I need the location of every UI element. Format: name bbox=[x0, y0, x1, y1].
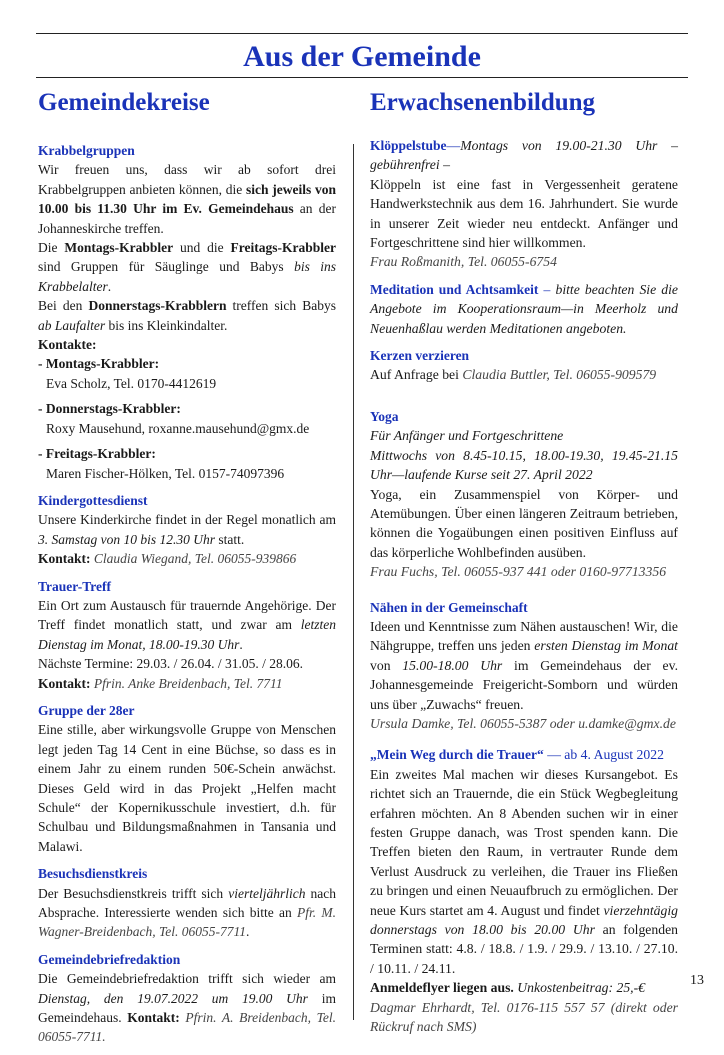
section-title: Krabbelgruppen bbox=[38, 143, 135, 158]
paragraph bbox=[370, 617, 678, 714]
text: nach Absprache. Interessierte wenden sich bitte an bbox=[38, 885, 336, 921]
section-title: Trauer-Treff bbox=[38, 578, 111, 594]
text: Auf Anfrage bei bbox=[370, 367, 463, 383]
section-title: Yoga bbox=[370, 408, 399, 424]
paragraph bbox=[38, 238, 336, 296]
section-kloeppelstube bbox=[370, 136, 678, 272]
text: Wir freuen uns, dass wir ab sofort drei Krabbelgruppen anbieten können, die bbox=[38, 162, 336, 197]
start-date: — ab 4. August 2022 bbox=[543, 747, 664, 763]
text: statt. bbox=[215, 531, 245, 547]
section-title: Kindergottesdienst bbox=[38, 492, 148, 508]
contact-value: Eva Scholz, Tel. 0170-4412619 bbox=[46, 375, 217, 391]
section-gemeindebriefredaktion bbox=[38, 950, 336, 1047]
note: bitte beachten Sie die Angebote im Kooperationsraum—in Meerholz und Neuenhaßlau werden Meditationen angeboten. bbox=[370, 281, 679, 336]
left-column bbox=[38, 84, 336, 1055]
section-title: Gemeindebriefredaktion bbox=[38, 951, 181, 967]
fee: Unkostenbeitrag: 25,-€ bbox=[513, 980, 645, 996]
section-title: Kerzen verzieren bbox=[370, 348, 470, 364]
section-kerzen bbox=[370, 346, 678, 385]
paragraph bbox=[370, 745, 678, 764]
section-gruppe-28er bbox=[38, 701, 336, 856]
text-bold: sich jeweils von 10.00 bis 11.30 Uhr im Ev. Gemeindehaus bbox=[38, 181, 336, 217]
paragraph bbox=[370, 765, 678, 978]
text: bis ins Kleinkindalter. bbox=[105, 317, 228, 333]
text: im Gemeindehaus der ev. Johannesgemeinde Freigericht-Somborn und würden uns über „Zuwachs“ freuen. bbox=[370, 657, 679, 712]
section-krabbelgruppen bbox=[38, 141, 336, 483]
section-title: Nähen in der Gemeinschaft bbox=[370, 599, 528, 615]
dash: – bbox=[538, 281, 556, 297]
text-italic: Dienstag, den 19.07.2022 um 19.00 Uhr bbox=[38, 990, 308, 1006]
text-italic: ersten Dienstag im Monat bbox=[534, 638, 678, 654]
text-italic: letzten Dienstag im Monat, 18.00-19.30 Uhr bbox=[38, 617, 336, 652]
contact: Pfrin. A. Breidenbach, Tel. 06055-7711. bbox=[38, 1010, 336, 1045]
section-yoga bbox=[370, 407, 678, 582]
section-mein-weg bbox=[370, 745, 678, 1036]
paragraph bbox=[370, 136, 678, 175]
paragraph bbox=[38, 510, 336, 549]
contact-line bbox=[38, 549, 336, 568]
text: . bbox=[107, 278, 112, 294]
contact: Pfr. M. Wagner-Breidenbach, Tel. 06055-7711 bbox=[38, 905, 337, 940]
text-bold: Donnerstags-Krabblern bbox=[88, 298, 227, 314]
text: Die Gemeindebriefredaktion trifft sich wieder am bbox=[38, 971, 336, 987]
text: Unsere Kinderkirche findet in der Regel monatlich am bbox=[38, 512, 336, 528]
text: im Gemeindehaus. bbox=[38, 990, 336, 1026]
dates: Nächste Termine: 29.03. / 26.04. / 31.05. / 28.06. bbox=[38, 656, 304, 672]
text-bold: Anmeldeflyer liegen aus. bbox=[370, 980, 514, 996]
text: Ideen und Kenntnisse zum Nähen austauschen! Wir, die Nähgruppe, treffen uns jeden bbox=[370, 618, 678, 654]
top-rule bbox=[36, 33, 688, 34]
text: . bbox=[239, 636, 243, 652]
text: und die bbox=[173, 240, 231, 256]
contact: Claudia Wiegand, Tel. 06055-939866 bbox=[90, 551, 297, 567]
contact-label: Kontakt: bbox=[38, 675, 91, 691]
contact: Frau Roßmanith, Tel. 06055-6754 bbox=[370, 254, 557, 270]
contact: Pfrin. Anke Breidenbach, Tel. 7711 bbox=[90, 675, 283, 691]
text-italic: vierzehntägig donnerstags von 18.00 bis 20.00 Uhr bbox=[370, 902, 678, 938]
column-divider bbox=[353, 144, 354, 1020]
section-meditation bbox=[370, 280, 678, 338]
text: . bbox=[245, 924, 250, 940]
contact-value: Roxy Mausehund, roxanne.mausehund@gmx.de bbox=[46, 420, 310, 436]
column-heading-erwachsenenbildung: Erwachsenenbildung bbox=[370, 89, 596, 116]
paragraph: Eine stille, aber wirkungsvolle Gruppe von Menschen legt jeden Tag 14 Cent in eine Büchse, so dass es in einem Jahr zu einem runden 50€-Schein anwächst. Dieses Geld wird in das Projekt „Helfen macht Schule“ der Kopernikusschule investiert, d.h. für Schulbau und Bildungsmaßnahmen in Tansania und Malawi. bbox=[38, 722, 336, 854]
text-italic: ab Laufalter bbox=[38, 317, 106, 333]
text: Die bbox=[38, 240, 65, 256]
text: Bei den bbox=[38, 298, 89, 314]
schedule: Mittwochs von 8.45-10.15, 18.00-19.30, 19.45-21.15 Uhr—laufende Kurse seit 27. April 2022 bbox=[370, 447, 678, 483]
contact: Dagmar Ehrhardt, Tel. 0176-115 557 57 (direkt oder Rückruf nach SMS) bbox=[370, 999, 678, 1035]
section-title: Klöppelstube bbox=[370, 138, 447, 153]
section-trauer-treff bbox=[38, 577, 336, 693]
contact-label: - Donnerstags-Krabbler: bbox=[38, 401, 181, 417]
contact: Claudia Buttler, Tel. 06055-909579 bbox=[462, 367, 657, 383]
text-bold: Freitags-Krabbler bbox=[230, 240, 336, 256]
contact-line bbox=[38, 674, 336, 693]
text-italic: 3. Samstag von 10 bis 12.30 Uhr bbox=[38, 531, 216, 547]
page-title: Aus der Gemeinde bbox=[243, 40, 481, 73]
paragraph bbox=[370, 978, 678, 997]
dash: — bbox=[446, 138, 461, 153]
schedule: Montags von 19.00-21.30 Uhr – gebührenfrei – bbox=[370, 138, 678, 173]
text: von bbox=[370, 657, 403, 673]
paragraph bbox=[38, 969, 336, 1047]
paragraph: Klöppeln ist eine fast in Vergessenheit geratene Handwerkstechnik aus dem 16. Jahrhundert. Sie wurde in unserer Zeit wieder neu entdeckt. Anfänger und Fortgeschrittene sind hier willkommen. bbox=[370, 176, 678, 251]
paragraph bbox=[38, 884, 336, 942]
section-kindergottesdienst bbox=[38, 491, 336, 569]
section-title: Besuchsdienstkreis bbox=[38, 866, 148, 882]
paragraph bbox=[370, 280, 678, 338]
section-title: „Mein Weg durch die Trauer“ bbox=[370, 747, 544, 763]
text-italic: bis ins Krabbelalter bbox=[38, 259, 336, 294]
section-title: Gruppe der 28er bbox=[38, 702, 135, 718]
text: Ein zweites Mal machen wir dieses Kursangebot. Es richtet sich an Trauernde, die ein Stück Wegbegleitung erfahren möchten. An 8 Abenden suchen wir in einer festen Gruppe danach, was Trost spenden kann. Die Treffen bieten den Raum, in vertrauter Runde dem Verlust Ausdruck zu verleihen, die Trauer ins Fließen zu bringen und einen Neuaufbruch zu ermöglichen. Der neue Kurs startet am 4. August und findet bbox=[370, 766, 678, 918]
text-bold: Montags-Krabbler bbox=[64, 240, 174, 256]
section-besuchsdienstkreis bbox=[38, 864, 336, 942]
text: Der Besuchsdienstkreis trifft sich bbox=[38, 885, 229, 901]
contact: Frau Fuchs, Tel. 06055-937 441 oder 0160-97713356 bbox=[370, 564, 667, 580]
contact: Ursula Damke, Tel. 06055-5387 oder u.damke@gmx.de bbox=[370, 715, 676, 731]
paragraph bbox=[38, 596, 336, 654]
subtitle: Für Anfänger und Fortgeschrittene bbox=[370, 428, 564, 444]
contact-label: Kontakt: bbox=[127, 1010, 180, 1026]
right-column bbox=[370, 84, 678, 1044]
section-title: Meditation und Achtsamkeit bbox=[370, 281, 539, 297]
title-rule bbox=[36, 77, 688, 78]
text: an folgenden Terminen statt: 4.8. / 18.8. / 1.9. / 29.9. / 13.10. / 27.10. / 10.11. / 24.11. bbox=[370, 922, 678, 976]
text-italic: vierteljährlich bbox=[228, 885, 306, 901]
paragraph bbox=[38, 296, 336, 335]
page-number: 13 bbox=[690, 973, 704, 988]
section-naehen bbox=[370, 598, 678, 734]
text: an der Johanneskirche treffen. bbox=[38, 201, 336, 236]
contact-label: Kontakt: bbox=[38, 551, 91, 567]
text-italic: 15.00-18.00 Uhr bbox=[402, 657, 503, 673]
column-heading-gemeindekreise: Gemeindekreise bbox=[38, 89, 210, 116]
contacts-label: Kontakte: bbox=[38, 337, 97, 353]
paragraph bbox=[38, 160, 336, 238]
contact-label: - Freitags-Krabbler: bbox=[38, 446, 156, 462]
contact-value: Maren Fischer-Hölken, Tel. 0157-74097396 bbox=[46, 465, 285, 481]
text: treffen sich Babys bbox=[226, 298, 336, 314]
text: sind Gruppen für Säuglinge und Babys bbox=[38, 259, 295, 275]
paragraph: Yoga, ein Zusammenspiel von Körper- und Atemübungen. Über einen längeren Zeitraum betrieben, können die Yogaübungen einen positiven Einfluss auf das körperliche Wohlbefinden ausüben. bbox=[370, 486, 678, 560]
text: Ein Ort zum Austausch für trauernde Angehörige. Der Treff findet monatlich statt, und zwar am bbox=[38, 597, 336, 633]
paragraph bbox=[370, 365, 678, 384]
contact-label: - Montags-Krabbler: bbox=[38, 356, 160, 372]
